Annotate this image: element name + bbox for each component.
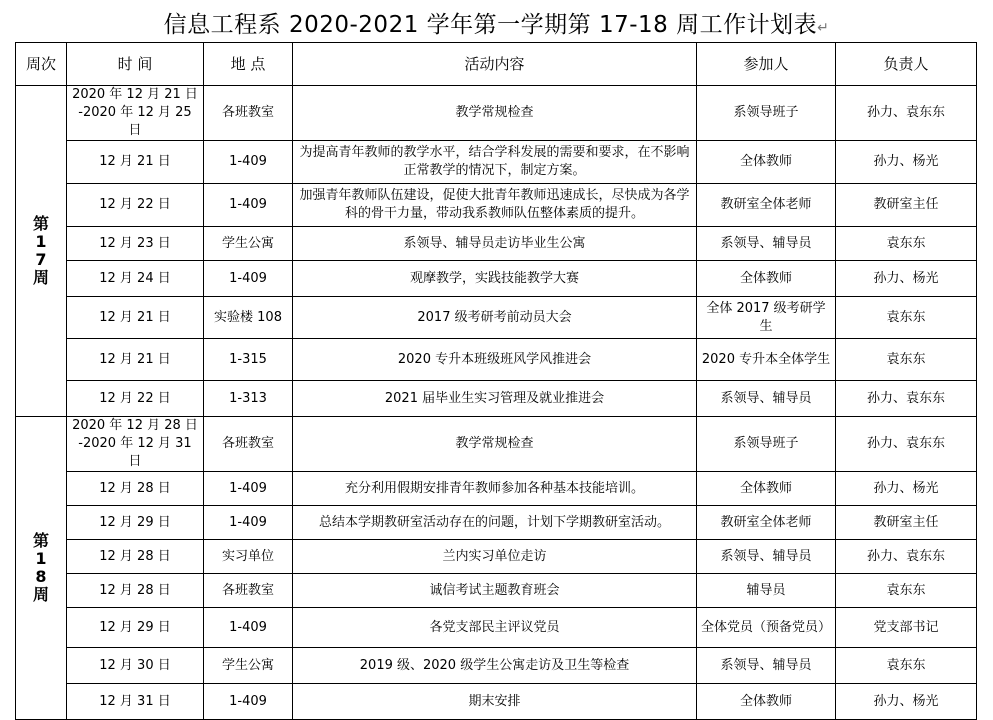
cell-place: 1-409 <box>204 472 293 506</box>
cell-place: 各班教室 <box>204 417 293 472</box>
header-content: 活动内容 <box>293 43 697 86</box>
cell-lead: 袁东东 <box>836 339 977 381</box>
cell-content: 加强青年教师队伍建设，促使大批青年教师迅速成长，尽快成为各学科的骨干力量，带动我系教师队伍整体素质的提升。 <box>293 184 697 227</box>
table-row <box>16 472 977 506</box>
cell-time: 12 月 21 日 <box>67 339 204 381</box>
cell-lead: 袁东东 <box>836 648 977 684</box>
cell-participants: 全体教师 <box>697 684 836 720</box>
cell-participants: 全体教师 <box>697 261 836 297</box>
cell-content: 充分利用假期安排青年教师参加各种基本技能培训。 <box>293 472 697 506</box>
cell-time: 12 月 22 日 <box>67 381 204 417</box>
cell-place: 1-409 <box>204 506 293 540</box>
cell-place: 1-315 <box>204 339 293 381</box>
cell-time: 12 月 30 日 <box>67 648 204 684</box>
cell-time: 12 月 24 日 <box>67 261 204 297</box>
cell-lead: 袁东东 <box>836 297 977 339</box>
table-row <box>16 417 977 472</box>
cell-place: 1-409 <box>204 608 293 648</box>
cell-participants: 教研室全体老师 <box>697 184 836 227</box>
cell-lead: 教研室主任 <box>836 184 977 227</box>
cell-time: 12 月 31 日 <box>67 684 204 720</box>
cell-lead: 孙力、袁东东 <box>836 86 977 141</box>
cell-place: 实验楼 108 <box>204 297 293 339</box>
cell-place: 1-409 <box>204 141 293 184</box>
cell-content: 观摩教学，实践技能教学大赛 <box>293 261 697 297</box>
table-row <box>16 184 977 227</box>
cell-time: 12 月 29 日 <box>67 506 204 540</box>
cell-participants: 全体教师 <box>697 141 836 184</box>
cell-time: 12 月 21 日 <box>67 297 204 339</box>
cell-lead: 孙力、杨光 <box>836 684 977 720</box>
cell-time: 12 月 28 日 <box>67 574 204 608</box>
cell-place: 1-409 <box>204 261 293 297</box>
table-row <box>16 261 977 297</box>
cell-content: 2017 级考研考前动员大会 <box>293 297 697 339</box>
cell-participants: 辅导员 <box>697 574 836 608</box>
header-place: 地 点 <box>204 43 293 86</box>
table-row <box>16 684 977 720</box>
cell-participants: 系领导、辅导员 <box>697 381 836 417</box>
cell-content: 教学常规检查 <box>293 417 697 472</box>
schedule-table <box>15 42 977 720</box>
cell-content: 总结本学期教研室活动存在的问题，计划下学期教研室活动。 <box>293 506 697 540</box>
cell-place: 学生公寓 <box>204 227 293 261</box>
cell-time: 2020 年 12 月 21 日 -2020 年 12 月 25 日 <box>67 86 204 141</box>
cell-lead: 党支部书记 <box>836 608 977 648</box>
cell-content: 诚信考试主题教育班会 <box>293 574 697 608</box>
table-row <box>16 381 977 417</box>
cell-content: 2020 专升本班级班风学风推进会 <box>293 339 697 381</box>
cell-participants: 系领导、辅导员 <box>697 540 836 574</box>
cell-lead: 孙力、杨光 <box>836 472 977 506</box>
cell-time: 12 月 22 日 <box>67 184 204 227</box>
header-participants: 参加人 <box>697 43 836 86</box>
cell-participants: 全体 2017 级考研学生 <box>697 297 836 339</box>
table-row <box>16 141 977 184</box>
week-label: 第17周 <box>16 86 67 417</box>
week-label: 第18周 <box>16 417 67 720</box>
cell-content: 各党支部民主评议党员 <box>293 608 697 648</box>
table-row <box>16 506 977 540</box>
table-row <box>16 339 977 381</box>
cell-content: 兰内实习单位走访 <box>293 540 697 574</box>
cell-lead: 孙力、袁东东 <box>836 381 977 417</box>
cell-place: 实习单位 <box>204 540 293 574</box>
table-row <box>16 540 977 574</box>
cell-time: 12 月 29 日 <box>67 608 204 648</box>
cell-lead: 孙力、袁东东 <box>836 417 977 472</box>
cell-lead: 孙力、杨光 <box>836 261 977 297</box>
cell-time: 2020 年 12 月 28 日 -2020 年 12 月 31 日 <box>67 417 204 472</box>
header-lead: 负责人 <box>836 43 977 86</box>
cell-participants: 系领导班子 <box>697 417 836 472</box>
table-row <box>16 574 977 608</box>
cell-lead: 袁东东 <box>836 227 977 261</box>
table-row <box>16 227 977 261</box>
table-row <box>16 297 977 339</box>
cell-content: 系领导、辅导员走访毕业生公寓 <box>293 227 697 261</box>
cell-lead: 袁东东 <box>836 574 977 608</box>
cell-place: 1-409 <box>204 184 293 227</box>
page-title: 信息工程系 2020-2021 学年第一学期第 17-18 周工作计划表↵ <box>163 12 830 38</box>
header-row <box>16 43 977 86</box>
cell-participants: 2020 专升本全体学生 <box>697 339 836 381</box>
cell-participants: 系领导、辅导员 <box>697 648 836 684</box>
cell-place: 1-313 <box>204 381 293 417</box>
cell-participants: 教研室全体老师 <box>697 506 836 540</box>
cell-content: 2021 届毕业生实习管理及就业推进会 <box>293 381 697 417</box>
cell-participants: 系领导、辅导员 <box>697 227 836 261</box>
cell-place: 各班教室 <box>204 86 293 141</box>
cell-time: 12 月 21 日 <box>67 141 204 184</box>
cell-place: 学生公寓 <box>204 648 293 684</box>
cell-time: 12 月 28 日 <box>67 472 204 506</box>
cell-content: 教学常规检查 <box>293 86 697 141</box>
cell-content: 2019 级、2020 级学生公寓走访及卫生等检查 <box>293 648 697 684</box>
cell-participants: 全体教师 <box>697 472 836 506</box>
cell-time: 12 月 28 日 <box>67 540 204 574</box>
cell-participants: 全体党员（预备党员） <box>697 608 836 648</box>
cell-lead: 教研室主任 <box>836 506 977 540</box>
cell-time: 12 月 23 日 <box>67 227 204 261</box>
table-row <box>16 608 977 648</box>
cell-participants: 系领导班子 <box>697 86 836 141</box>
table-row <box>16 86 977 141</box>
header-time: 时 间 <box>67 43 204 86</box>
cell-content: 期末安排 <box>293 684 697 720</box>
header-week: 周次 <box>16 43 67 86</box>
table-row <box>16 648 977 684</box>
cell-place: 各班教室 <box>204 574 293 608</box>
cell-place: 1-409 <box>204 684 293 720</box>
cell-lead: 孙力、袁东东 <box>836 540 977 574</box>
cell-content: 为提高青年教师的教学水平，结合学科发展的需要和要求，在不影响正常教学的情况下，制定方案。 <box>293 141 697 184</box>
cell-lead: 孙力、杨光 <box>836 141 977 184</box>
